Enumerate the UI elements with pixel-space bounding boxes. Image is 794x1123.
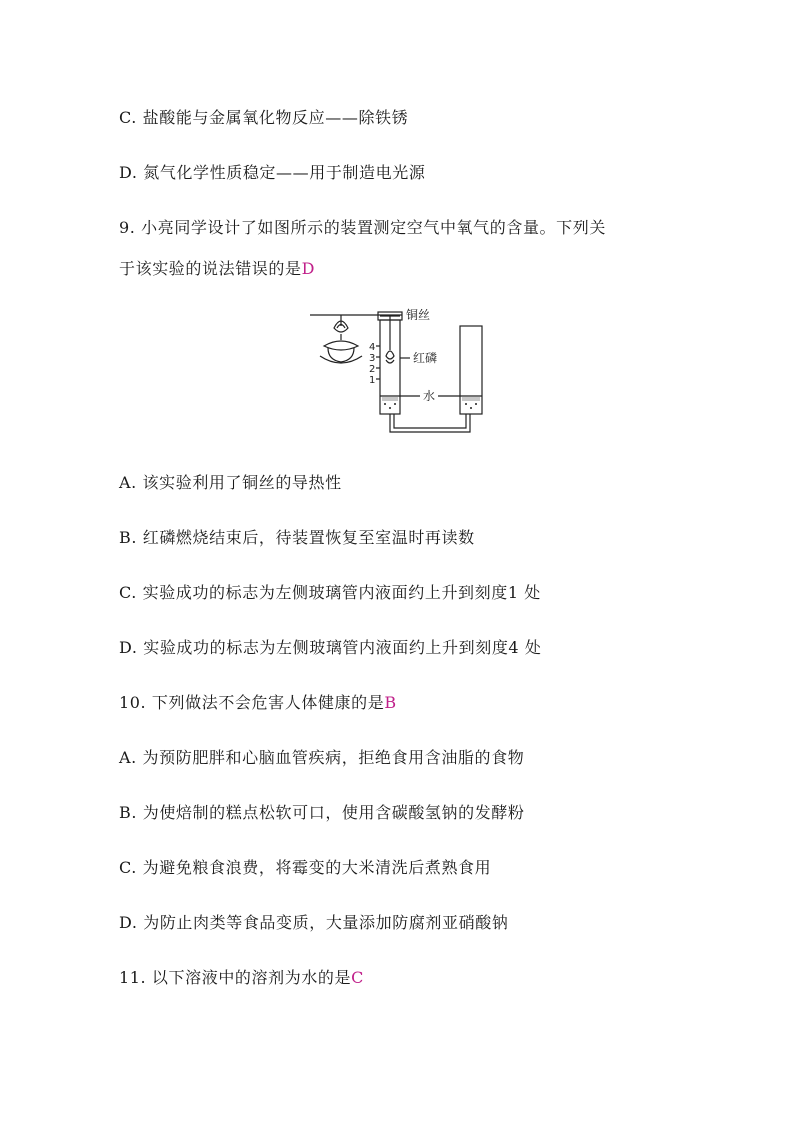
right-water (462, 397, 480, 401)
apparatus-figure (310, 304, 500, 438)
scale-4: 4 (369, 342, 376, 353)
option-8c: C. 盐酸能与金属氧化物反应——除铁锈 (119, 108, 409, 127)
option-9d: D. 实验成功的标志为左侧玻璃管内液面约上升到刻度4 处 (119, 638, 542, 657)
answer-10: B (384, 693, 397, 712)
question-10: 10. 下列做法不会危害人体健康的是B (119, 693, 397, 712)
scale-2: 2 (369, 364, 376, 375)
water-dot (465, 403, 467, 405)
burner-rim (324, 341, 358, 350)
flame-inner (337, 325, 345, 329)
option-9b: B. 红磷燃烧结束后，待装置恢复至室温时再读数 (119, 528, 475, 547)
water-dot (389, 407, 391, 409)
label-copper: 铜丝 (406, 308, 431, 322)
connecting-tube (390, 414, 470, 432)
water-dot (394, 403, 396, 405)
label-water: 水 (423, 389, 436, 403)
question-9-line2: 于该实验的说法错误的是D (119, 259, 316, 278)
option-10c: C. 为避免粮食浪费，将霉变的大米清洗后煮熟食用 (119, 858, 492, 877)
option-8d: D. 氮气化学性质稳定——用于制造电光源 (119, 163, 426, 182)
option-9a: A. 该实验利用了铜丝的导热性 (119, 473, 342, 492)
label-phosphorus: 红磷 (413, 351, 438, 365)
answer-9: D (301, 259, 316, 278)
scale-1: 1 (369, 375, 376, 386)
option-10d: D. 为防止肉类等食品变质，大量添加防腐剂亚硝酸钠 (119, 913, 509, 932)
phosphorus-spoon (386, 360, 394, 363)
scale-3: 3 (369, 353, 376, 364)
question-9-line1: 9. 小亮同学设计了如图所示的装置测定空气中氧气的含量。下列关 (119, 218, 606, 237)
answer-11: C (351, 968, 364, 987)
water-dot (384, 403, 386, 405)
question-11: 11. 以下溶液中的溶剂为水的是C (119, 968, 364, 987)
left-water (382, 397, 398, 401)
option-9c: C. 实验成功的标志为左侧玻璃管内液面约上升到刻度1 处 (119, 583, 541, 602)
option-10b: B. 为使焙制的糕点松软可口，使用含碳酸氢钠的发酵粉 (119, 803, 525, 822)
option-10a: A. 为预防肥胖和心脑血管疾病，拒绝食用含油脂的食物 (119, 748, 525, 767)
phosphorus-flame-icon (386, 351, 394, 359)
water-dot (470, 407, 472, 409)
water-dot (475, 403, 477, 405)
connecting-tube-inner (394, 414, 466, 428)
